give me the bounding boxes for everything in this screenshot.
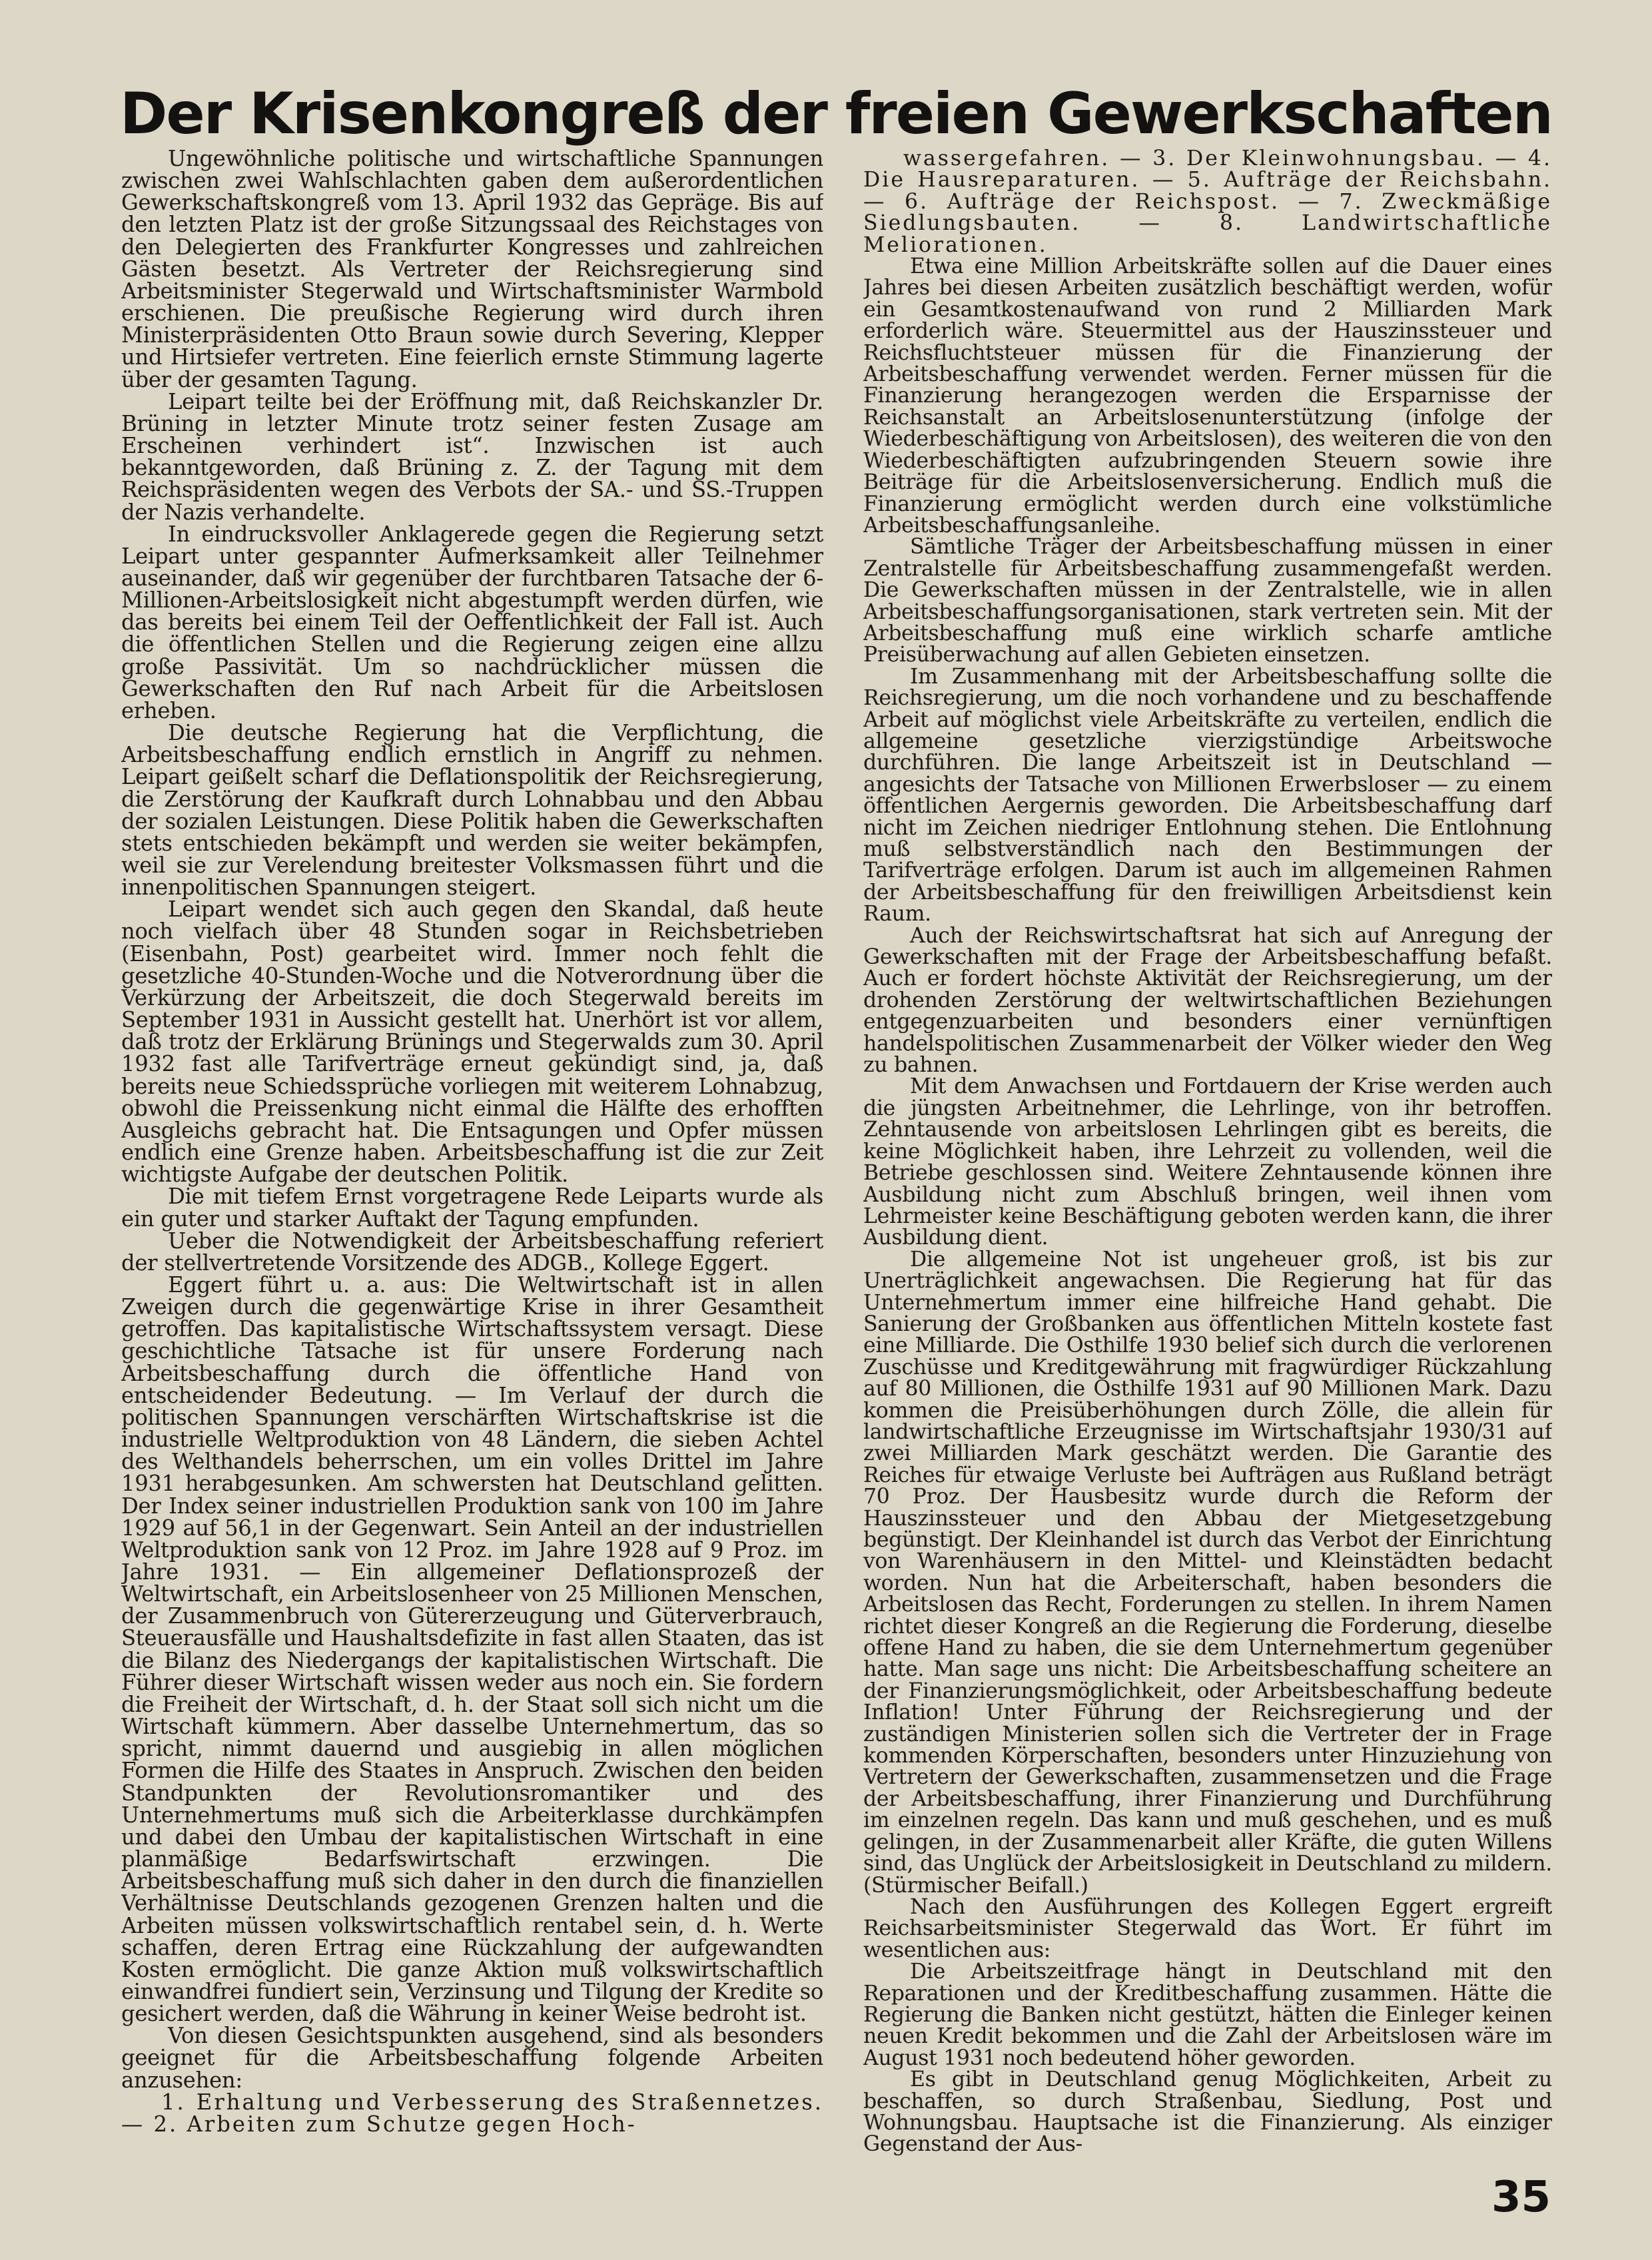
paragraph: Die deutsche Regierung hat die Verpflichtung, die Arbeitsbeschaffung endlich ernstlich in Angriff zu nehmen. Leipart geißelt scharf die Deflationspolitik der Reichsregierung, die Zerstörung der Kaufkraft durch Lohnabbau und den Abbau der sozialen Leistungen. Diese Politik haben die Gewerkschaften stets entschieden bekämpft und werden sie weiter bekämpfen, weil sie zur Verelendung breitester Volksmassen führt und die innenpolitischen Spannungen steigert.: [121, 720, 823, 901]
paragraph: Die Arbeitszeitfrage hängt in Deutschland mit den Reparationen und der Kreditbeschaffung zusammen. Hätte die Regierung die Banken nicht gestützt, hätten die Einleger keinen neuen Kredit bekommen und die Zahl der Arbeitslosen wäre im August 1931 noch bedeutend höher geworden.: [863, 1960, 1552, 2070]
paragraph: Ueber die Notwendigkeit der Arbeitsbeschaffung referiert der stellvertretende Vorsitzende des ADGB., Kollege Eggert.: [121, 1228, 823, 1276]
paragraph: Im Zusammenhang mit der Arbeitsbeschaffung sollte die Reichsregierung, um die noch vorhandene und zu beschaffende Arbeit auf möglichst viele Arbeitskräfte zu verteilen, endlich die allgemeine gesetzliche vierzigstündige Arbeitswoche durchführen. Die lange Arbeitszeit ist in Deutschland — angesichts der Tatsache von Millionen Erwerbsloser — zu einem öffentlichen Aergernis geworden. Die Arbeitsbeschaffung darf nicht im Zeichen niedriger Entlohnung stehen. Die Entlohnung muß selbstverständlich nach den Bestimmungen der Tarifverträge erfolgen. Darum ist auch im allgemeinen Rahmen der Arbeitsbeschaffung für den freiwilligen Arbeitsdienst kein Raum.: [863, 664, 1552, 927]
paragraph: Sämtliche Träger der Arbeitsbeschaffung müssen in einer Zentralstelle für Arbeitsbeschaffung zusammengefaßt werden. Die Gewerkschaften müssen in der Zentralstelle, wie in allen Arbeitsbeschaffungsorganisationen, stark vertreten sein. Mit der Arbeitsbeschaffung muß eine wirklich scharfe amtliche Preisüberwachung auf allen Gebieten einsetzen.: [863, 535, 1552, 667]
paragraph: Die allgemeine Not ist ungeheuer groß, ist bis zur Unerträglichkeit angewachsen. Die Regierung hat für das Unternehmertum immer eine hilfreiche Hand gehabt. Die Sanierung der Großbanken aus öffentlichen Mitteln kostete fast eine Milliarde. Die Osthilfe 1930 belief sich durch die verlorenen Zuschüsse und Kreditgewährung mit fragwürdiger Rückzahlung auf 80 Millionen, die Osthilfe 1931 auf 90 Millionen Mark. Dazu kommen die Preisüberhöhungen durch Zölle, die allein für landwirtschaftliche Erzeugnisse im Wirtschaftsjahr 1930/31 auf zwei Milliarden Mark geschätzt werden. Die Garantie des Reiches für etwaige Verluste bei Aufträgen aus Rußland beträgt 70 Proz. Der Hausbesitz wurde durch die Reform der Hauszinssteuer und den Abbau der Mietgesetzgebung begünstigt. Der Kleinhandel ist durch das Verbot der Einrichtung von Warenhäusern in den Mittel- und Kleinstädten bedacht worden. Nun hat die Arbeiterschaft, haben besonders die Arbeitslosen das Recht, Forderungen zu stellen. In ihrem Namen richtet dieser Kongreß an die Regierung die Forderung, dieselbe offene Hand zu haben, die sie dem Unternehmertum gegenüber hatte. Man sage uns nicht: Die Arbeitsbeschaffung scheitere an der Finanzierungsmöglichkeit, oder Arbeitsbeschaffung bedeute Inflation! Unter Führung der Reichsregierung und der zuständigen Ministerien sollen sich die Vertreter der in Frage kommenden Körperschaften, besonders unter Hinzuziehung von Vertretern der Gewerkschaften, zusammensetzen und die Frage der Arbeitsbeschaffung, ihrer Finanzierung und Durchführung im einzelnen regeln. Das kann und muß geschehen, und es muß gelingen, in der Zusammenarbeit aller Kräfte, die guten Willens sind, das Unglück der Arbeitslosigkeit in Deutschland zu mildern. (Stürmischer Beifall.): [863, 1247, 1552, 1898]
work-list-start: 1. Erhaltung und Verbesserung des Straßennetzes. — 2. Arbeiten zum Schutze gegen Hoch-: [121, 2089, 823, 2137]
paragraph: Es gibt in Deutschland genug Möglichkeiten, Arbeit zu beschaffen, so durch Straßenbau, Siedlung, Post und Wohnungsbau. Hauptsache ist die Finanzierung. Als einziger Gegenstand der Aus-: [863, 2068, 1552, 2157]
page-number: 35: [1491, 2173, 1551, 2222]
paragraph: Etwa eine Million Arbeitskräfte sollen auf die Dauer eines Jahres bei diesen Arbeiten zusätzlich beschäftigt werden, wofür ein Gesamtkostenaufwand von rund 2 Milliarden Mark erforderlich wäre. Steuermittel aus der Hauszinssteuer und Reichsfluchtsteuer müssen für die Finanzierung der Arbeitsbeschaffung verwendet werden. Ferner müssen für die Finanzierung herangezogen werden die Ersparnisse der Reichsanstalt an Arbeitslosenunterstützung (infolge der Wiederbeschäftigung von Arbeitslosen), des weiteren die von den Wiederbeschäftigten aufzubringenden Steuern sowie ihre Beiträge für die Arbeitslosenversicherung. Endlich muß die Finanzierung ermöglicht werden durch eine volkstümliche Arbeitsbeschaffungsanleihe.: [863, 254, 1552, 538]
paragraph: Mit dem Anwachsen und Fortdauern der Krise werden auch die jüngsten Arbeitnehmer, die Lehrlinge, von ihr betroffen. Zehntausende von arbeitslosen Lehrlingen gibt es bereits, die keine Möglichkeit haben, ihre Lehrzeit zu vollenden, weil die Betriebe geschlossen sind. Weitere Zehntausende können ihre Ausbildung nicht zum Abschluß bringen, weil ihnen vom Lehrmeister keine Beschäftigung geboten werden kann, die ihrer Ausbildung dient.: [863, 1074, 1552, 1250]
left-column: [121, 148, 823, 2159]
paragraph: Die mit tiefem Ernst vorgetragene Rede Leiparts wurde als ein guter und starker Auftakt der Tagung empfunden.: [121, 1184, 823, 1232]
paragraph: Leipart teilte bei der Eröffnung mit, daß Reichskanzler Dr. Brüning in letzter Minute trotz seiner festen Zusage am Erscheinen verhindert ist“. Inzwischen ist auch bekanntgeworden, daß Brüning z. Z. der Tagung mit dem Reichspräsidenten wegen des Verbots der SA.- und SS.-Truppen der Nazis verhandelte.: [121, 388, 823, 525]
paragraph: Von diesen Gesichtspunkten ausgehend, sind als besonders geeignet für die Arbeitsbeschaffung folgende Arbeiten anzusehen:: [121, 2023, 823, 2093]
paragraph: In eindrucksvoller Anklagerede gegen die Regierung setzt Leipart unter gespannter Aufmerksamkeit aller Teilnehmer auseinander, daß wir gegenüber der furchtbaren Tatsache der 6-Millionen-Arbeitslosigkeit nicht abgestumpft werden dürfen, wie das bereits bei einem Teil der Oeffentlichkeit der Fall ist. Auch die öffentlichen Stellen und die Regierung zeigen eine allzu große Passivität. Um so nachdrücklicher müssen die Gewerkschaften den Ruf nach Arbeit für die Arbeitslosen erheben.: [121, 521, 823, 723]
paragraph: Eggert führt u. a. aus: Die Weltwirtschaft ist in allen Zweigen durch die gegenwärtige Krise in ihrer Gesamtheit getroffen. Das kapitalistische Wirtschaftssystem versagt. Diese geschichtliche Tatsache ist für unsere Forderung nach Arbeitsbeschaffung durch die öffentliche Hand von entscheidender Bedeutung. — Im Verlauf der durch die politischen Spannungen verschärften Wirtschaftskrise ist die industrielle Weltproduktion von 48 Ländern, die sieben Achtel des Welthandels beherrschen, um ein volles Drittel im Jahre 1931 herabgesunken. Am schwersten hat Deutschland gelitten. Der Index seiner industriellen Produktion sank von 100 im Jahre 1929 auf 56,1 in der Gegenwart. Sein Anteil an der industriellen Weltproduktion sank von 12 Proz. im Jahre 1928 auf 9 Proz. im Jahre 1931. — Ein allgemeiner Deflationsprozeß der Weltwirtschaft, ein Arbeitslosenheer von 25 Millionen Menschen, der Zusammenbruch von Gütererzeugung und Güterverbrauch, Steuerausfälle und Haushaltsdefizite in fast allen Staaten, das ist die Bilanz des Niedergangs der kapitalistischen Wirtschaft. Die Führer dieser Wirtschaft wissen weder aus noch ein. Sie fordern die Freiheit der Wirtschaft, d. h. der Staat soll sich nicht um die Wirtschaft kümmern. Aber dasselbe Unternehmertum, das so spricht, nimmt dauernd und ausgiebig in allen möglichen Formen die Hilfe des Staates in Anspruch. Zwischen den beiden Standpunkten der Revolutionsromantiker und des Unternehmertums muß sich die Arbeiterklasse durchkämpfen und dabei den Umbau der kapitalistischen Wirtschaft in eine planmäßige Bedarfswirtschaft erzwingen. Die Arbeitsbeschaffung muß sich daher in den durch die finanziellen Verhältnisse Deutschlands gezogenen Grenzen halten und die Arbeiten müssen volkswirtschaftlich rentabel sein, d. h. Werte schaffen, deren Ertrag eine Rückzahlung der aufgewandten Kosten ermöglicht. Die ganze Aktion muß volkswirtschaftlich einwandfrei fundiert sein, Verzinsung und Tilgung der Kredite so gesichert werden, daß die Währung in keiner Weise bedroht ist.: [121, 1272, 823, 2027]
work-list-end: wassergefahren. — 3. Der Kleinwohnungsbau. — 4. Die Hausreparaturen. — 5. Aufträge der Reichsbahn. — 6. Aufträge der Reichspost. — 7. Zweckmäßige Siedlungsbauten. — 8. Landwirtschaftliche Meliorationen.: [863, 148, 1552, 257]
paragraph: Nach den Ausführungen des Kollegen Eggert ergreift Reichsarbeitsminister Stegerwald das Wort. Er führt im wesentlichen aus:: [863, 1894, 1552, 1962]
paragraph: Ungewöhnliche politische und wirtschaftliche Spannungen zwischen zwei Wahlschlachten gaben dem außerordentlichen Gewerkschaftskongreß vom 13. April 1932 das Gepräge. Bis auf den letzten Platz ist der große Sitzungssaal des Reichstages von den Delegierten des Frankfurter Kongresses und zahlreichen Gästen besetzt. Als Vertreter der Reichsregierung sind Arbeitsminister Stegerwald und Wirtschaftsminister Warmbold erschienen. Die preußische Regierung wird durch ihren Ministerpräsidenten Otto Braun sowie durch Severing, Klepper und Hirtsiefer vertreten. Eine feierlich ernste Stimmung lagerte über der gesamten Tagung.: [121, 148, 823, 392]
right-column: [863, 148, 1552, 2159]
article-title: Der Krisenkongreß der freien Gewerkschaften: [120, 81, 1552, 147]
paragraph: Leipart wendet sich auch gegen den Skandal, daß heute noch vielfach über 48 Stunden sogar in Reichsbetrieben (Eisenbahn, Post) gearbeitet wird. Immer noch fehlt die gesetzliche 40-Stunden-Woche und die Notverordnung über die Verkürzung der Arbeitszeit, die doch Stegerwald bereits im September 1931 in Aussicht gestellt hat. Unerhört ist vor allem, daß trotz der Erklärung Brünings und Stegerwalds zum 30. April 1932 fast alle Tarifverträge erneut gekündigt sind, ja, daß bereits neue Schiedssprüche vorliegen mit weiterem Lohnabzug, obwohl die Preissenkung nicht einmal die Hälfte des erhofften Ausgleichs gebracht hat. Die Entsagungen und Opfer müssen endlich eine Grenze haben. Arbeitsbeschaffung ist die zur Zeit wichtigste Aufgabe der deutschen Politik.: [121, 897, 823, 1188]
paragraph: Auch der Reichswirtschaftsrat hat sich auf Anregung der Gewerkschaften mit der Frage der Arbeitsbeschaffung befaßt. Auch er fordert höchste Aktivität der Reichsregierung, um der drohenden Zerstörung der weltwirtschaftlichen Beziehungen entgegenzuarbeiten und besonders einer vernünftigen handelspolitischen Zusammenarbeit der Völker wieder den Weg zu bahnen.: [863, 923, 1552, 1078]
